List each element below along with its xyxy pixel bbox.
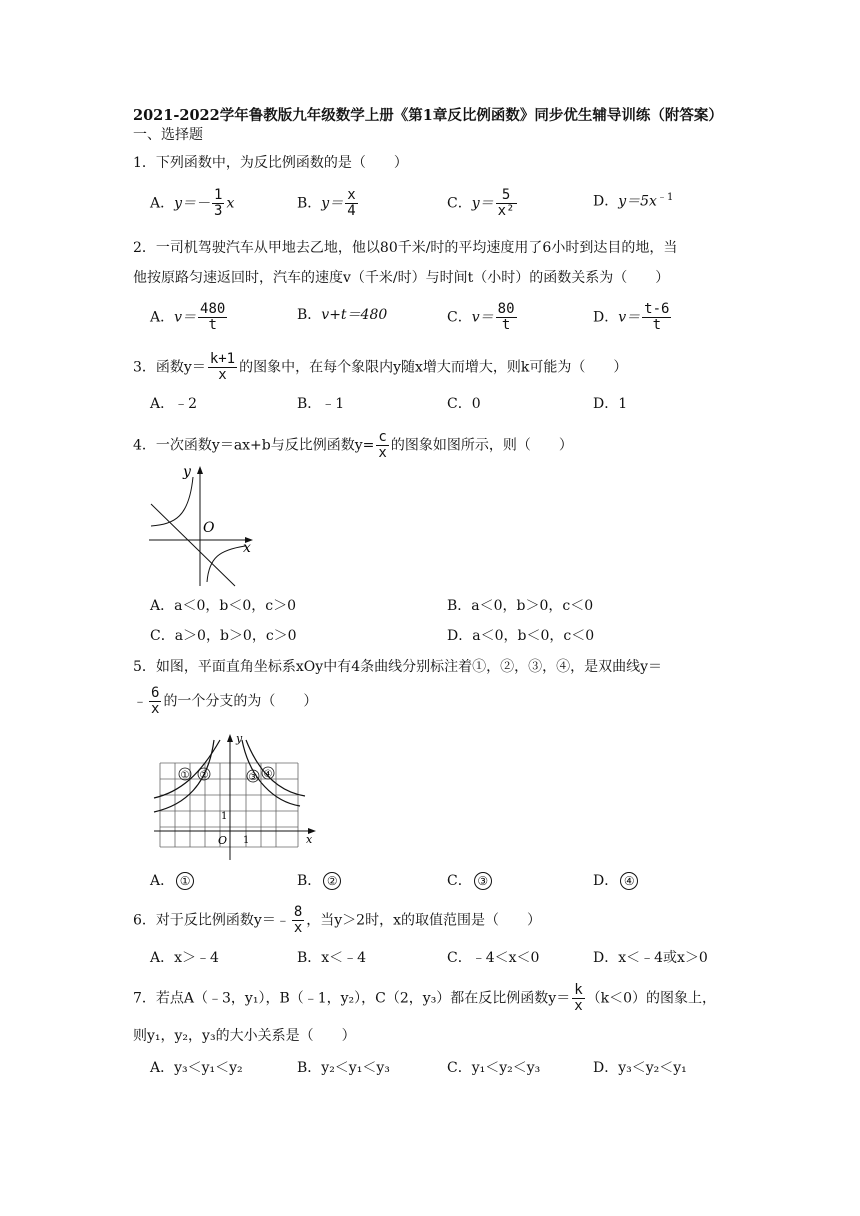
q5-option-a: A． ① — [150, 871, 196, 891]
q5-stem-fraction: $\frac{6}{x}$ — [151, 685, 160, 717]
question-1-stem: 1．下列函数中，为反比例函数的是（ ） — [133, 155, 408, 171]
q2-a-fraction: $\frac{480}{t}$ — [200, 301, 226, 333]
q5-curve-label-1: ① — [180, 770, 190, 781]
q5-option-c: C． ③ — [447, 871, 494, 891]
q7-option-b: B．y₂＜y₁＜y₃ — [297, 1060, 390, 1076]
question-5-stem-line2: ﹣ $\frac{6}{x}$ 的一个分支的为（ ） — [133, 685, 318, 717]
q1-c-fraction: $\frac{5}{\text{x²}}$ — [497, 187, 515, 219]
q5-origin-label: O — [218, 834, 228, 847]
q5-curve-label-4: ④ — [263, 769, 273, 780]
q7-option-a: A．y₃＜y₁＜y₂ — [150, 1060, 243, 1076]
q7-option-c: C．y₁＜y₂＜y₃ — [447, 1060, 541, 1076]
q5-unit-label-y: 1 — [221, 811, 228, 822]
q7-option-d: D．y₃＜y₂＜y₁ — [593, 1060, 687, 1076]
q5-unit-label-x: 1 — [243, 835, 250, 846]
q6-option-b: B．x＜﹣4 — [297, 950, 367, 966]
q4-origin-label: O — [203, 520, 215, 536]
question-4-stem: 4．一次函数y＝ax+b与反比例函数y= $\frac{c}{x}$ 的图象如图所示，则（ ） — [133, 429, 573, 461]
q5-y-arrow — [227, 734, 233, 742]
q3-option-d: D．1 — [593, 396, 628, 412]
q2-d-fraction: $\frac{t-6}{t}$ — [644, 301, 670, 333]
q4-x-label: x — [243, 540, 251, 556]
q4-y-arrow — [197, 466, 203, 474]
q5-y-label: y — [236, 732, 243, 745]
q1-option-b: B．y＝ $\frac{x}{4}$ — [297, 187, 356, 219]
q5-curve-4 — [246, 740, 305, 796]
question-7-stem-line2: 则y₁，y₂，y₃的大小关系是（ ） — [133, 1028, 356, 1044]
q5-x-label: x — [306, 833, 313, 846]
q5-option-d: D． ④ — [593, 871, 640, 891]
question-7-stem-line1: 7．若点A（﹣3，y₁），B（﹣1，y₂），C（2，y₃）都在反比例函数y＝ $\frac{k}{x}$ （k＜0）的图象上， — [133, 982, 717, 1014]
q1-option-c: C．y＝ $\frac{5}{\text{x²}}$ — [447, 187, 515, 219]
q2-option-d: D．v＝ $\frac{t-6}{t}$ — [593, 301, 670, 333]
q3-option-c: C．0 — [447, 396, 481, 412]
q6-option-c: C．﹣4＜x＜0 — [447, 950, 540, 966]
q1-b-fraction: $\frac{x}{4}$ — [347, 187, 356, 219]
q4-option-b: B．a＜0，b＞0，c＜0 — [447, 598, 594, 614]
q4-option-d: D．a＜0，b＜0，c＜0 — [447, 628, 595, 644]
question-2-stem-line2: 他按原路匀速返回时，汽车的速度v（千米/时）与时间t（小时）的函数关系为（ ） — [133, 270, 670, 286]
q5-curve-label-2: ② — [199, 770, 209, 781]
q5-curve-2 — [154, 740, 220, 798]
q2-option-c: C．v＝ $\frac{80}{t}$ — [447, 301, 515, 333]
q5-grid-graph — [150, 730, 320, 862]
q1-option-d: D．$y=5x^{﹣1}$ — [593, 192, 674, 210]
q5-option-b: B． ② — [297, 871, 343, 891]
q4-option-a: A．a＜0，b＜0，c＞0 — [150, 598, 296, 614]
document-title: 2021-2022学年鲁教版九年级数学上册《第1章反比例函数》同步优生辅导训练（附答案） — [133, 107, 723, 124]
q2-option-a: A．v＝ $\frac{480}{t}$ — [150, 301, 226, 333]
q3-option-b: B．﹣1 — [297, 396, 345, 412]
section-heading: 一、选择题 — [133, 127, 203, 143]
q1-a-fraction: $\frac{1}{3}$ — [214, 187, 223, 219]
question-5-stem-line1: 5．如图，平面直角坐标系xOy中有4条曲线分别标注着①，②，③，④，是双曲线y＝ — [133, 659, 663, 675]
q4-option-c: C．a＞0，b＞0，c＞0 — [150, 628, 297, 644]
q2-c-fraction: $\frac{80}{t}$ — [497, 301, 515, 333]
q7-stem-fraction: $\frac{k}{x}$ — [574, 982, 583, 1014]
q4-function-graph — [145, 462, 260, 590]
q6-option-a: A．x＞﹣4 — [150, 950, 219, 966]
q4-y-label: y — [183, 464, 191, 480]
q4-hyperbola-branch-left — [151, 477, 193, 526]
q3-stem-fraction: $\frac{k+1}{x}$ — [209, 351, 236, 383]
question-6-stem: 6．对于反比例函数y＝﹣ $\frac{8}{x}$ ，当y＞2时，x的取值范围是（ ） — [133, 904, 541, 936]
q5-curve-label-3: ③ — [248, 772, 258, 783]
q2-option-b: B．v+t＝480 — [297, 307, 388, 323]
question-2-stem-line1: 2．一司机驾驶汽车从甲地去乙地，他以80千米/时的平均速度用了6小时到达目的地，当 — [133, 240, 678, 256]
q4-stem-fraction: $\frac{c}{x}$ — [378, 429, 387, 461]
q3-option-a: A．﹣2 — [150, 396, 198, 412]
question-3-stem: 3．函数y＝ $\frac{k+1}{x}$ 的图象中，在每个象限内y随x增大而增大，则k可能为（ ） — [133, 351, 628, 383]
q4-line-graph — [151, 504, 235, 586]
q6-stem-fraction: $\frac{8}{x}$ — [293, 904, 303, 936]
q1-option-a: A．y＝－ $\frac{1}{3}$ x — [150, 187, 235, 219]
q6-option-d: D．x＜﹣4或x＞0 — [593, 950, 708, 966]
